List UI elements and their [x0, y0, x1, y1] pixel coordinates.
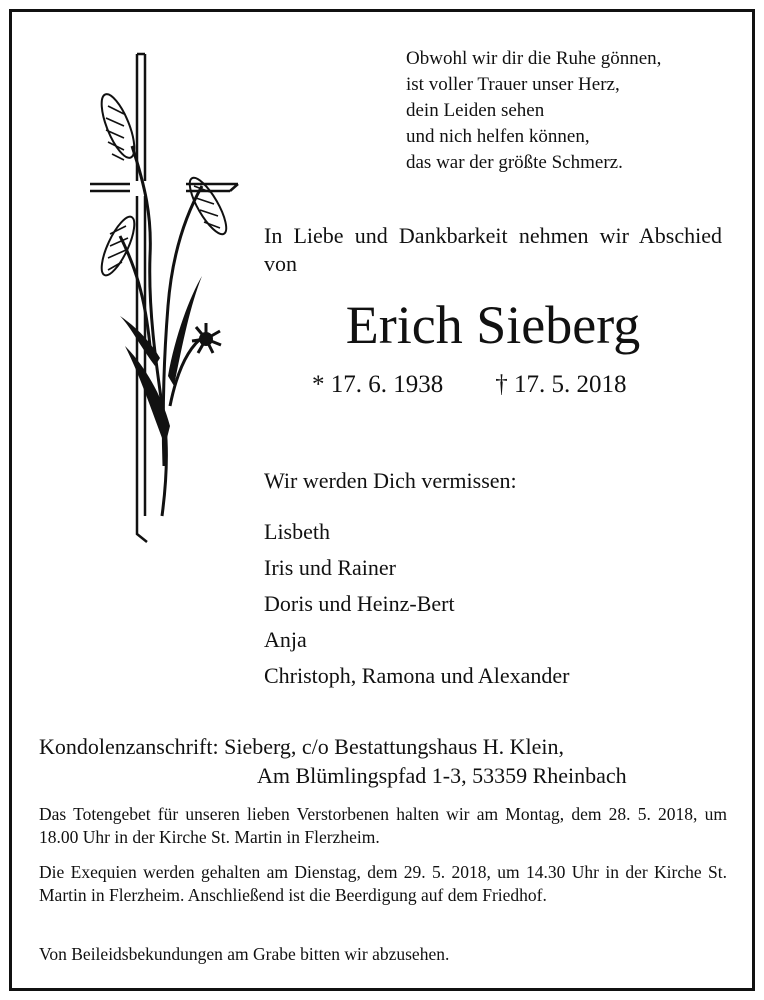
mourners-list	[264, 514, 570, 694]
mourner-name: Iris und Rainer	[264, 555, 396, 580]
funeral-notice: Die Exequien werden gehalten am Dienstag, dem 29. 5. 2018, um 14.30 Uhr in der Kirche St. Martin in Flerzheim. Anschließend ist die Beerdigung auf dem Friedhof.	[39, 862, 727, 905]
cross-with-wheat-and-cornflower-icon	[90, 46, 250, 546]
deceased-name: Erich Sieberg	[345, 295, 641, 355]
prayer-notice: Das Totengebet für unseren lieben Verstorbenen halten wir am Montag, dem 28. 5. 2018, um 18.00 Uhr in der Kirche St. Martin in Flerzheim.	[39, 804, 727, 847]
poem-line: ist voller Trauer unser Herz,	[406, 74, 620, 95]
mourner-name: Lisbeth	[264, 519, 330, 544]
poem-line: und nich helfen können,	[406, 126, 590, 147]
mourner-name: Christoph, Ramona und Alexander	[264, 663, 570, 688]
mourner-name: Doris und Heinz-Bert	[264, 591, 455, 616]
condolence-line-2: Am Blümlingspfad 1-3, 53359 Rheinbach	[257, 763, 627, 788]
condolence-line-1: Sieberg, c/o Bestattungshaus H. Klein,	[224, 734, 565, 759]
poem-line: das war der größte Schmerz.	[406, 152, 623, 173]
condolence-label: Kondolenzanschrift:	[39, 734, 219, 759]
poem-line: dein Leiden sehen	[406, 100, 545, 121]
condolence-request: Von Beileidsbekundungen am Grabe bitten wir abzusehen.	[39, 944, 450, 964]
condolence-address	[39, 732, 627, 790]
mourners-heading: Wir werden Dich vermissen:	[264, 468, 517, 493]
poem	[406, 46, 661, 176]
mourner-name: Anja	[264, 627, 307, 652]
birth-date: * 17. 6. 1938	[312, 371, 444, 398]
poem-line: Obwohl wir dir die Ruhe gönnen,	[406, 48, 662, 69]
death-date: † 17. 5. 2018	[495, 371, 627, 398]
life-dates	[312, 371, 627, 399]
intro-text: In Liebe und Dankbarkeit nehmen wir Abschied von	[264, 223, 722, 276]
